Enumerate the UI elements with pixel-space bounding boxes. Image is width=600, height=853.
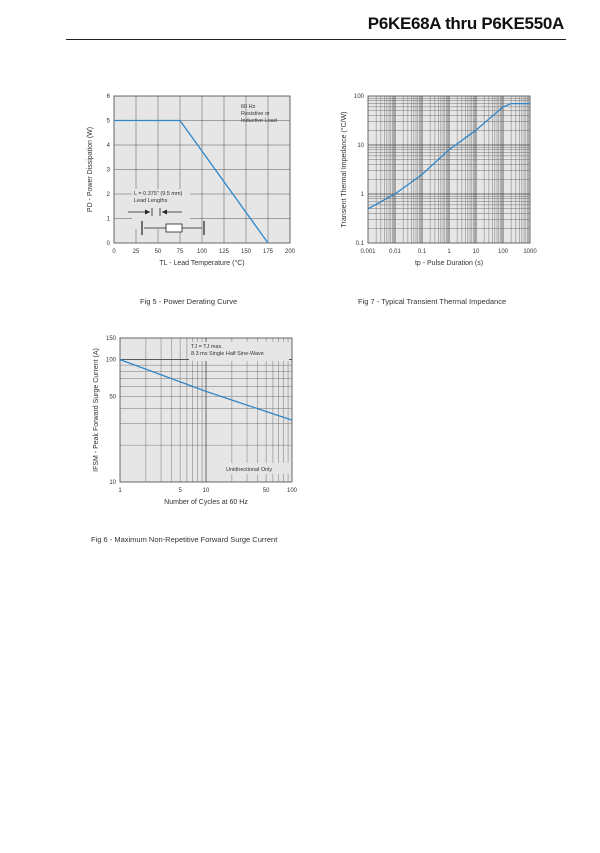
x-tick-label: 200	[284, 249, 296, 255]
x-tick-label: 0.01	[389, 249, 401, 255]
y-axis-label: PD - Power Dissipation (W)	[87, 126, 94, 213]
header-rule	[66, 39, 566, 40]
y-tick-label: 3	[106, 167, 110, 174]
x-tick-label: 175	[262, 249, 274, 255]
y-tick-label: 1	[360, 192, 364, 198]
annotation-unidirectional: Unidirectional Only	[226, 467, 273, 473]
annotation-conditions: 8.3 ms Single Half Sine-Wave	[191, 351, 264, 357]
x-tick-label: 125	[218, 249, 230, 255]
x-tick-label: 1000	[523, 249, 537, 255]
x-tick-label: 0.001	[360, 249, 376, 255]
annotation-lead: Lead Lengths	[134, 198, 168, 204]
y-tick-label: 5	[106, 118, 110, 125]
y-tick-label: 100	[105, 357, 116, 364]
x-tick-label: 150	[240, 249, 252, 255]
y-tick-label: 1	[106, 216, 110, 223]
x-tick-label: 25	[132, 249, 140, 255]
fig6-caption: Fig 6 - Maximum Non-Repetitive Forward Surge Current	[91, 535, 278, 544]
x-tick-label: 100	[196, 249, 208, 255]
annotation-load: 60 Hz	[241, 104, 256, 110]
annotation-load: Inductive Load	[241, 118, 277, 124]
x-axis-label: TL - Lead Temperature (°C)	[159, 260, 245, 267]
y-axis-label: IFSM - Peak Forward Surge Current (A)	[93, 348, 100, 472]
x-tick-label: 50	[262, 488, 270, 494]
y-tick-label: 50	[109, 394, 116, 401]
x-tick-label: 100	[497, 249, 509, 255]
thermal-impedance-chart	[330, 88, 548, 276]
x-tick-label: 5	[178, 488, 182, 494]
y-tick-label: 6	[106, 94, 110, 100]
y-tick-label: 10	[357, 143, 364, 149]
annotation-load: Resistive or	[241, 111, 270, 117]
surge-current-chart	[86, 330, 304, 510]
y-tick-label: 100	[353, 94, 364, 100]
y-tick-label: 0.1	[355, 241, 364, 247]
annotation-lead: L = 0.375" (9.5 mm)	[134, 191, 183, 197]
component-body	[166, 224, 182, 232]
y-tick-label: 4	[106, 143, 110, 149]
x-tick-label: 1	[118, 488, 122, 494]
fig7-caption: Fig 7 - Typical Transient Thermal Impedance	[358, 297, 507, 306]
y-tick-label: 150	[105, 336, 116, 342]
y-tick-label: 10	[109, 480, 116, 486]
x-tick-label: 100	[286, 488, 298, 494]
x-tick-label: 0.1	[417, 249, 427, 255]
y-tick-label: 0	[106, 241, 110, 247]
y-tick-label: 2	[106, 192, 110, 198]
annotation-conditions: TJ = TJ max.	[191, 344, 223, 350]
x-tick-label: 1	[447, 249, 451, 255]
x-tick-label: 50	[154, 249, 162, 255]
x-axis-label: Number of Cycles at 60 Hz	[164, 499, 248, 506]
x-axis-label: tp - Pulse Duration (s)	[414, 260, 484, 267]
x-tick-label: 0	[112, 249, 116, 255]
x-tick-label: 10	[472, 249, 480, 255]
x-tick-label: 10	[202, 488, 210, 494]
y-axis-label: Transient Thermal Impedance (°C/W)	[341, 111, 348, 228]
fig5-caption: Fig 5 - Power Derating Curve	[140, 297, 238, 306]
x-tick-label: 75	[176, 249, 184, 255]
power-derating-chart	[82, 88, 300, 276]
page-title: P6KE68A thru P6KE550A	[367, 14, 564, 33]
